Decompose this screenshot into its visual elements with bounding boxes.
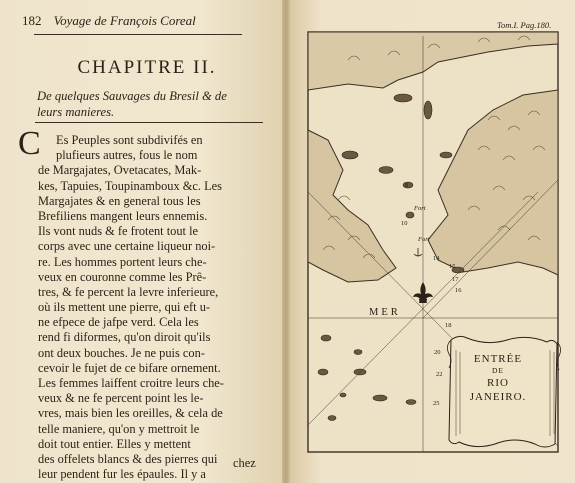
text-line: des offelets blancs & des pierres qui bbox=[38, 451, 218, 466]
cartouche-line: DE bbox=[492, 366, 504, 375]
text-line: leur pendent fur les épaules. Il y a bbox=[38, 467, 206, 482]
depth-sounding: 22 bbox=[436, 371, 443, 378]
text-line: Les femmes laiffent croitre leurs che- bbox=[38, 376, 224, 390]
text-line: Margajates & en general tous les bbox=[38, 193, 201, 208]
chapter-heading: CHAPITRE II. bbox=[77, 57, 217, 78]
cartouche-line: JANEIRO. bbox=[469, 391, 527, 403]
text-line: Ils vont nuds & fe frotent tout le bbox=[38, 224, 199, 239]
drop-cap: C bbox=[18, 125, 41, 162]
text-line: ne efpece de jafpe verd. Cela les bbox=[38, 315, 199, 330]
plate-reference: Tom.I. Pag.180. bbox=[497, 20, 552, 30]
text-line: veux & ne fe percent point les le- bbox=[38, 391, 204, 406]
text-line: tres, & fe percent la levre inferieure, bbox=[38, 284, 219, 299]
fort-label: Fort bbox=[414, 205, 426, 212]
depth-sounding: 17 bbox=[452, 276, 459, 283]
text-line: ont deux bouches. Je ne puis con- bbox=[38, 345, 205, 360]
text-line: rend fi diformes, qu'on diroit qu'ils bbox=[38, 330, 211, 345]
depth-sounding: 20 bbox=[434, 349, 441, 356]
text-line: doit tout entier. Elles y mettent bbox=[38, 436, 191, 451]
page-number: 182 bbox=[22, 13, 42, 28]
cartouche-title bbox=[452, 352, 544, 404]
text-line: veux en couronne comme les Prê- bbox=[38, 269, 207, 284]
text-line: Es Peuples sont subdivifés en bbox=[56, 133, 203, 147]
text-line: telle maniere, qu'on y mettroit le bbox=[38, 421, 200, 436]
header-rule bbox=[34, 34, 242, 35]
subtitle-line: leurs manieres. bbox=[37, 105, 115, 119]
engraved-map bbox=[288, 0, 575, 483]
depth-sounding: 16 bbox=[455, 287, 462, 294]
running-head bbox=[22, 10, 272, 32]
cartouche-line: ENTRÉE bbox=[473, 353, 523, 365]
depth-sounding: 25 bbox=[433, 400, 440, 407]
chapter-subtitle bbox=[37, 88, 269, 120]
depth-sounding: 10 bbox=[401, 220, 408, 227]
running-title: Voyage de François Coreal bbox=[53, 13, 196, 28]
text-line: corps avec une certaine liqueur noi- bbox=[38, 239, 216, 254]
cartouche-line: RIO bbox=[487, 377, 509, 389]
text-line: de Margajates, Ovetacates, Mak- bbox=[38, 163, 202, 178]
fort-label: Fort bbox=[418, 236, 430, 243]
subtitle-rule bbox=[35, 122, 263, 123]
text-line: re. Les hommes portent leurs che- bbox=[38, 254, 207, 269]
depth-sounding: 8 bbox=[405, 182, 409, 189]
catchword: chez bbox=[233, 456, 256, 470]
depth-sounding: 14 bbox=[433, 255, 440, 262]
body-text bbox=[38, 133, 274, 482]
text-line: où ils mettent une pierre, qui eft u- bbox=[38, 300, 211, 315]
depth-sounding: 18 bbox=[445, 322, 452, 329]
text-line: Brefiliens mangent leurs ennemis. bbox=[38, 208, 208, 223]
depth-sounding: 15 bbox=[449, 263, 456, 270]
subtitle-line: De quelques Sauvages du Bresil & de bbox=[37, 89, 227, 103]
text-line: cevoir le fujet de ce bifare ornement. bbox=[38, 360, 221, 375]
text-line: kes, Tapuies, Toupinamboux &c. Les bbox=[38, 178, 222, 193]
sea-label: MER bbox=[369, 307, 401, 318]
text-line: plufieurs autres, fous le nom bbox=[56, 148, 198, 163]
text-line: vres, mais bien les oreilles, & cela de bbox=[38, 406, 223, 421]
